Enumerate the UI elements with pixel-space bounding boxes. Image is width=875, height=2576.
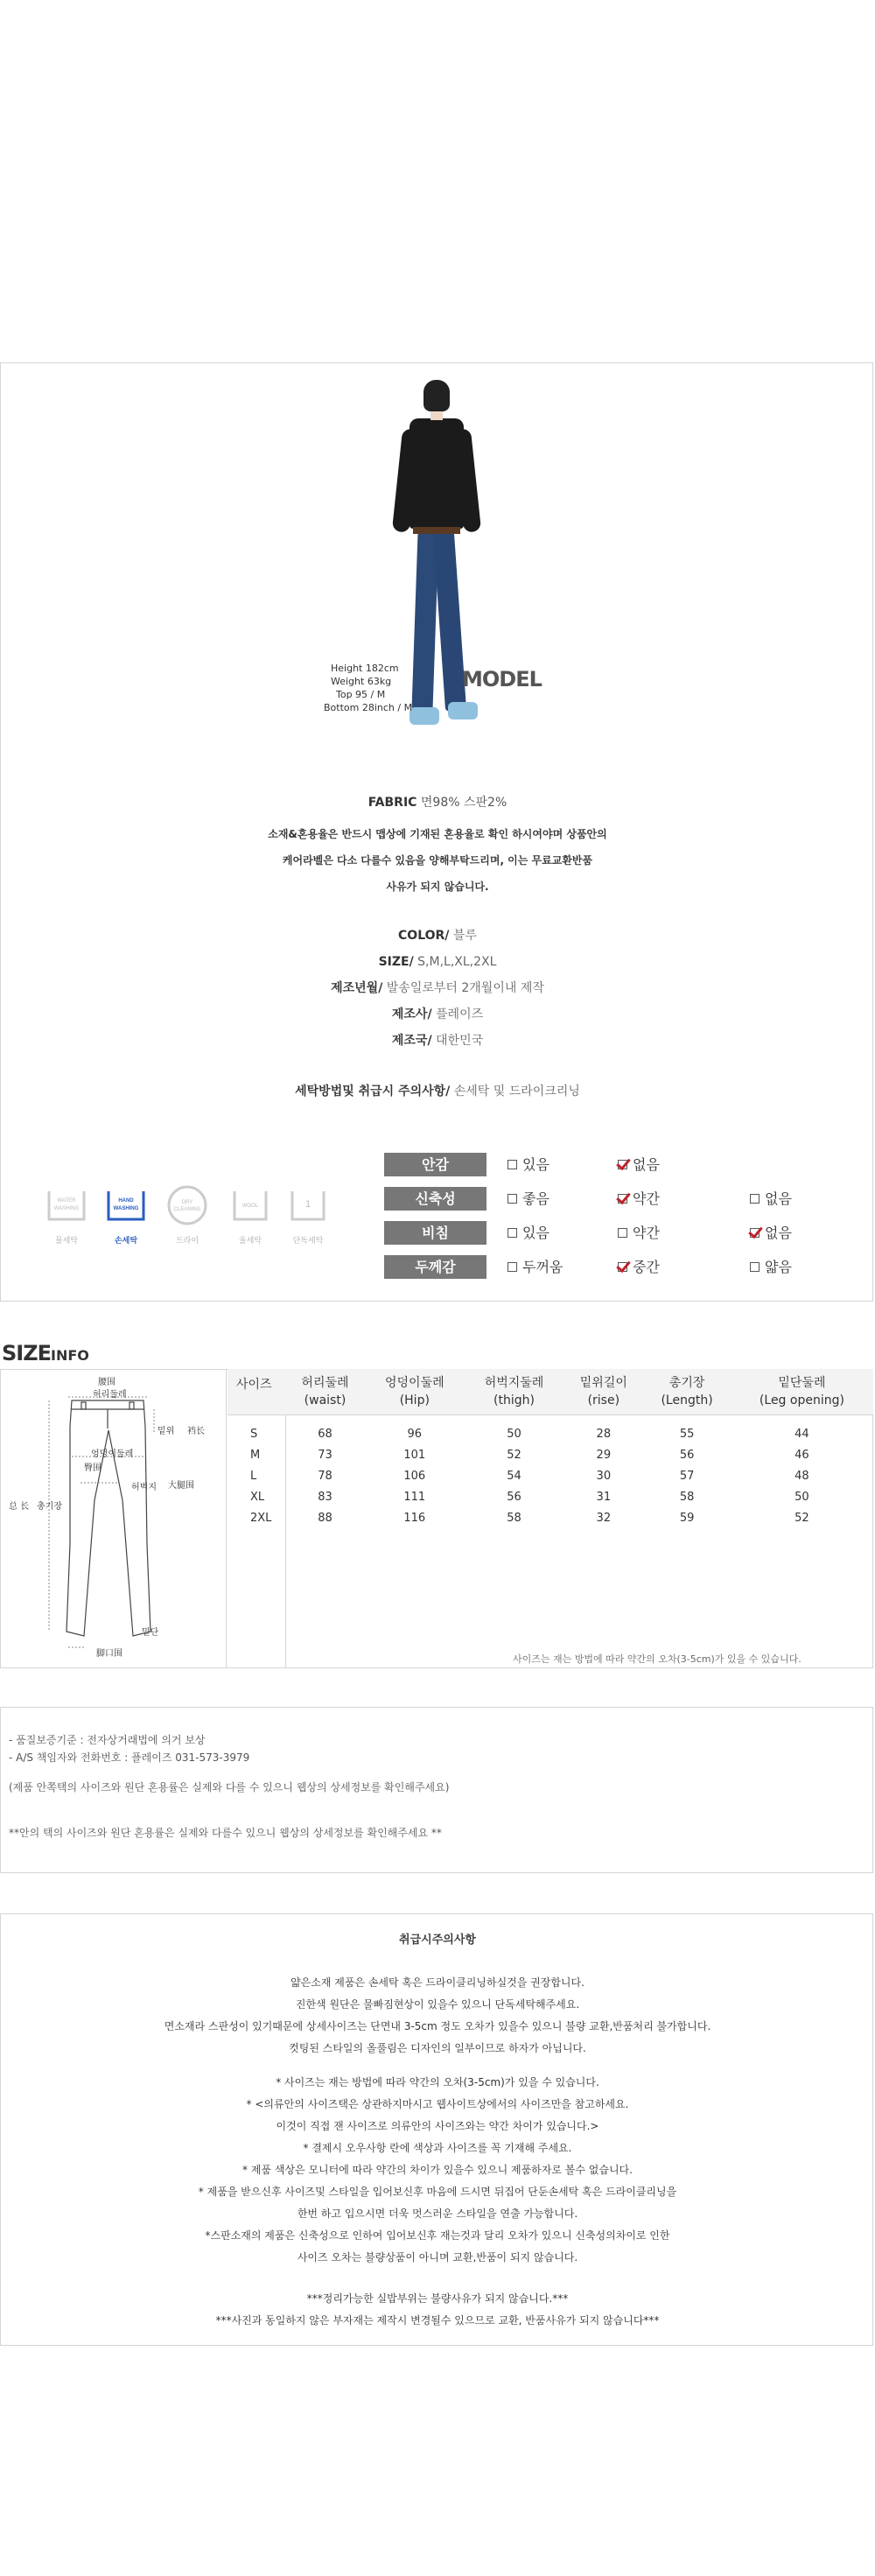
svg-text:1: 1 <box>304 1199 312 1210</box>
attr-stretch-opt-none: 없음 <box>750 1190 792 1209</box>
dry-cleaning-icon <box>166 1184 208 1226</box>
water-washing-icon <box>46 1184 88 1226</box>
svg-text:HAND: HAND <box>118 1198 134 1204</box>
washing-value: 손세탁 및 드라이크리닝 <box>453 1084 580 1098</box>
diagram-hem-cn: 脚口围 <box>96 1649 122 1659</box>
attr-thickness-label: 두께감 <box>384 1255 486 1279</box>
spec-list <box>0 923 875 1054</box>
caution-group-3: ***정리가능한 실밥부위는 불량사유가 되지 않습니다.*** ***사진과 동일하지 않은 부자재는 제작시 변경될수 있으므로 교환, 반품사유가 되지 않습니다*** <box>215 2292 660 2327</box>
spec-manufacture-date: 제조년월/ 발송일로부터 2개월이내 제작 <box>331 981 544 995</box>
care-caption-wool: 울세탁 <box>238 1237 262 1246</box>
attr-stretch-opt-good: 좋음 <box>508 1190 550 1209</box>
attr-sheer-opt-yes: 있음 <box>508 1224 550 1243</box>
attr-sheer-opt-none: 없음 <box>750 1224 792 1243</box>
fabric-note-3: 사유가 되지 않습니다. <box>386 881 489 893</box>
diagram-thigh-cn: 大腿围 <box>168 1481 194 1491</box>
diagram-thigh: 허벅지 <box>131 1483 157 1492</box>
svg-text:WATER: WATER <box>57 1198 76 1204</box>
table-row: 2XL 88 116 58 32 59 52 <box>250 1511 809 1525</box>
diagram-hip-cn: 臀围 <box>84 1463 102 1473</box>
notice-as: - A/S 책임자와 전화번호 : 플레이즈 031-573-3979 <box>9 1751 250 1764</box>
separate-washing-icon <box>287 1184 329 1226</box>
attr-thickness-opt-thin: 얇음 <box>750 1258 792 1277</box>
table-row: M 73 101 52 29 56 46 <box>250 1448 809 1462</box>
size-table-header: 사이즈 허리둘레 (waist) 엉덩이둘레 (Hip) 허벅지둘레 (thigh) 밑위길이 (rise) 총기장 (Length) 밑단둘레 (Leg opening) <box>228 1369 873 1414</box>
wool-washing-icon <box>229 1184 271 1226</box>
diagram-length-cn: 总 长 <box>9 1502 30 1512</box>
caution-text <box>0 1929 875 2332</box>
fabric-note-1: 소재&혼용율은 반드시 맵상에 기재된 혼용율로 확인 하시여야며 상품안의 <box>268 828 607 840</box>
notice-tag-1: (제품 안쪽택의 사이즈와 원단 혼용률은 실제와 다를 수 있으니 웹상의 상세정보를 확인해주세요) <box>9 1781 450 1793</box>
model-label: MODEL <box>462 667 542 691</box>
diagram-waist-cn: 腰围 <box>98 1378 116 1387</box>
diagram-length: 총기장 <box>37 1502 62 1512</box>
size-note: 사이즈는 재는 방법에 따라 약간의 오차(3-5cm)가 있을 수 있습니다. <box>513 1653 802 1665</box>
fabric-label: FABRIC <box>368 796 417 810</box>
fabric-value: 면98% 스판2% <box>420 796 508 810</box>
attr-thickness-opt-thick: 두꺼움 <box>508 1258 563 1277</box>
fabric-note-2: 케어라벨은 다소 다를수 있음을 양해부탁드리며, 이는 무료교환반품 <box>282 854 593 867</box>
diagram-rise: 밑위 <box>158 1427 175 1436</box>
spec-origin: 제조국/ 대한민국 <box>391 1034 484 1048</box>
pants-diagram <box>0 1369 226 1668</box>
diagram-hem: 밑단 <box>142 1628 159 1638</box>
attr-thickness-opt-medium: 중간 <box>618 1258 660 1277</box>
care-caption-water: 물세탁 <box>54 1237 79 1246</box>
attr-stretch-opt-some: 약간 <box>618 1190 660 1209</box>
fabric-section <box>0 793 875 900</box>
svg-text:DRY: DRY <box>181 1200 193 1205</box>
attr-lining-label: 안감 <box>384 1153 486 1176</box>
washing-instructions <box>0 1082 875 1099</box>
spec-size: SIZE/ S,M,L,XL,2XL <box>378 955 497 969</box>
caution-group-2: * 사이즈는 재는 방법에 따라 약간의 오차(3-5cm)가 있을 수 있습니다. * <의류안의 사이즈택은 상관하지마시고 웹사이트상에서의 사이즈만을 참고하세요. 이것이 직접 잰 사이즈로 의류안의 사이즈와는 약간 차이가 있습니다.> * 결제시 오우사항 란에 색상과 사이즈를 꼭 기재해 주세요. * 제품 색상은 모니터에 따라 약간의 차이가 있을수 있으니 제품하자로 볼수 없습니다. * 제품을 받으신후 사이즈및 스타일을 입어보신후 마음에 드시면 뒤집어 단둔손세탁 혹은 드라이클리닝을 한번 하고 입으시면 더욱 멋스러운 스타일을 연출 가능합니다. *스판소재의 제품은 신축성으로 인하여 입어보신후 재는것과 달리 오차가 있으니 신축성의차이로 인한 사이즈 오차는 불량상품이 아니며 교환,반품이 되지 않습니다. <box>198 2076 677 2264</box>
model-top: Top 95 / M <box>336 689 386 700</box>
care-caption-separate: 단독세탁 <box>292 1237 324 1246</box>
attr-sheer-label: 비침 <box>384 1221 486 1245</box>
svg-text:CLEANING: CLEANING <box>173 1207 201 1212</box>
notice-quality: - 품질보증기준 : 전자상거래법에 의거 보상 <box>9 1734 206 1746</box>
care-caption-dry: 드라이 <box>175 1237 200 1246</box>
spec-manufacturer: 제조사/ 플레이즈 <box>391 1007 484 1021</box>
attr-lining-opt-yes: 있음 <box>508 1155 550 1175</box>
attr-lining-opt-no: 없음 <box>618 1155 660 1175</box>
washing-label: 세탁방법및 취급시 주의사항/ <box>295 1084 451 1098</box>
table-row: XL 83 111 56 31 58 50 <box>250 1490 809 1504</box>
table-row: S 68 96 50 28 55 44 <box>250 1427 809 1441</box>
caution-group-1: 얇은소재 제품은 손세탁 혹은 드라이클리닝하실것을 권장합니다. 진한색 원단은 물빠짐현상이 있을수 있으니 단독세탁해주세요. 면소재라 스판성이 있기때문에 상세사이즈는 단면내 3-5cm 정도 오차가 있을수 있으니 불량 교환,반품처리 불가합니다. 컷팅된 스타일의 올풀림은 디자인의 일부이므로 하자가 아닙니다. <box>164 1976 711 2054</box>
diagram-waist: 허리둘레 <box>93 1390 127 1400</box>
spec-color: COLOR/ 블루 <box>398 929 477 943</box>
attr-sheer-opt-some: 약간 <box>618 1224 660 1243</box>
size-table <box>228 1369 873 1528</box>
hand-washing-icon <box>105 1184 147 1226</box>
model-bottom: Bottom 28inch / M <box>324 702 413 713</box>
model-stats <box>315 662 420 714</box>
table-row: L 78 106 54 30 57 48 <box>250 1469 809 1483</box>
care-caption-hand: 손세탁 <box>114 1237 138 1246</box>
model-weight: Weight 63kg <box>331 676 392 687</box>
attr-stretch-label: 신축성 <box>384 1187 486 1211</box>
svg-text:WASHING: WASHING <box>53 1206 80 1211</box>
notice-tag-2: **안의 택의 사이즈와 원단 혼용률은 실제와 다를수 있으니 웹상의 상세정보를 확인해주세요 ** <box>9 1827 442 1839</box>
caution-title: 취급시주의사항 <box>399 1934 476 1947</box>
model-height: Height 182cm <box>331 663 399 674</box>
svg-text:WOOL: WOOL <box>242 1204 259 1209</box>
diagram-hip: 엉덩이둘레 <box>91 1449 134 1459</box>
notice-list <box>9 1731 866 1842</box>
svg-text:WASHING: WASHING <box>113 1206 139 1211</box>
size-info-title: SIZEINFO <box>2 1341 89 1365</box>
diagram-rise-cn: 裆长 <box>187 1427 205 1436</box>
